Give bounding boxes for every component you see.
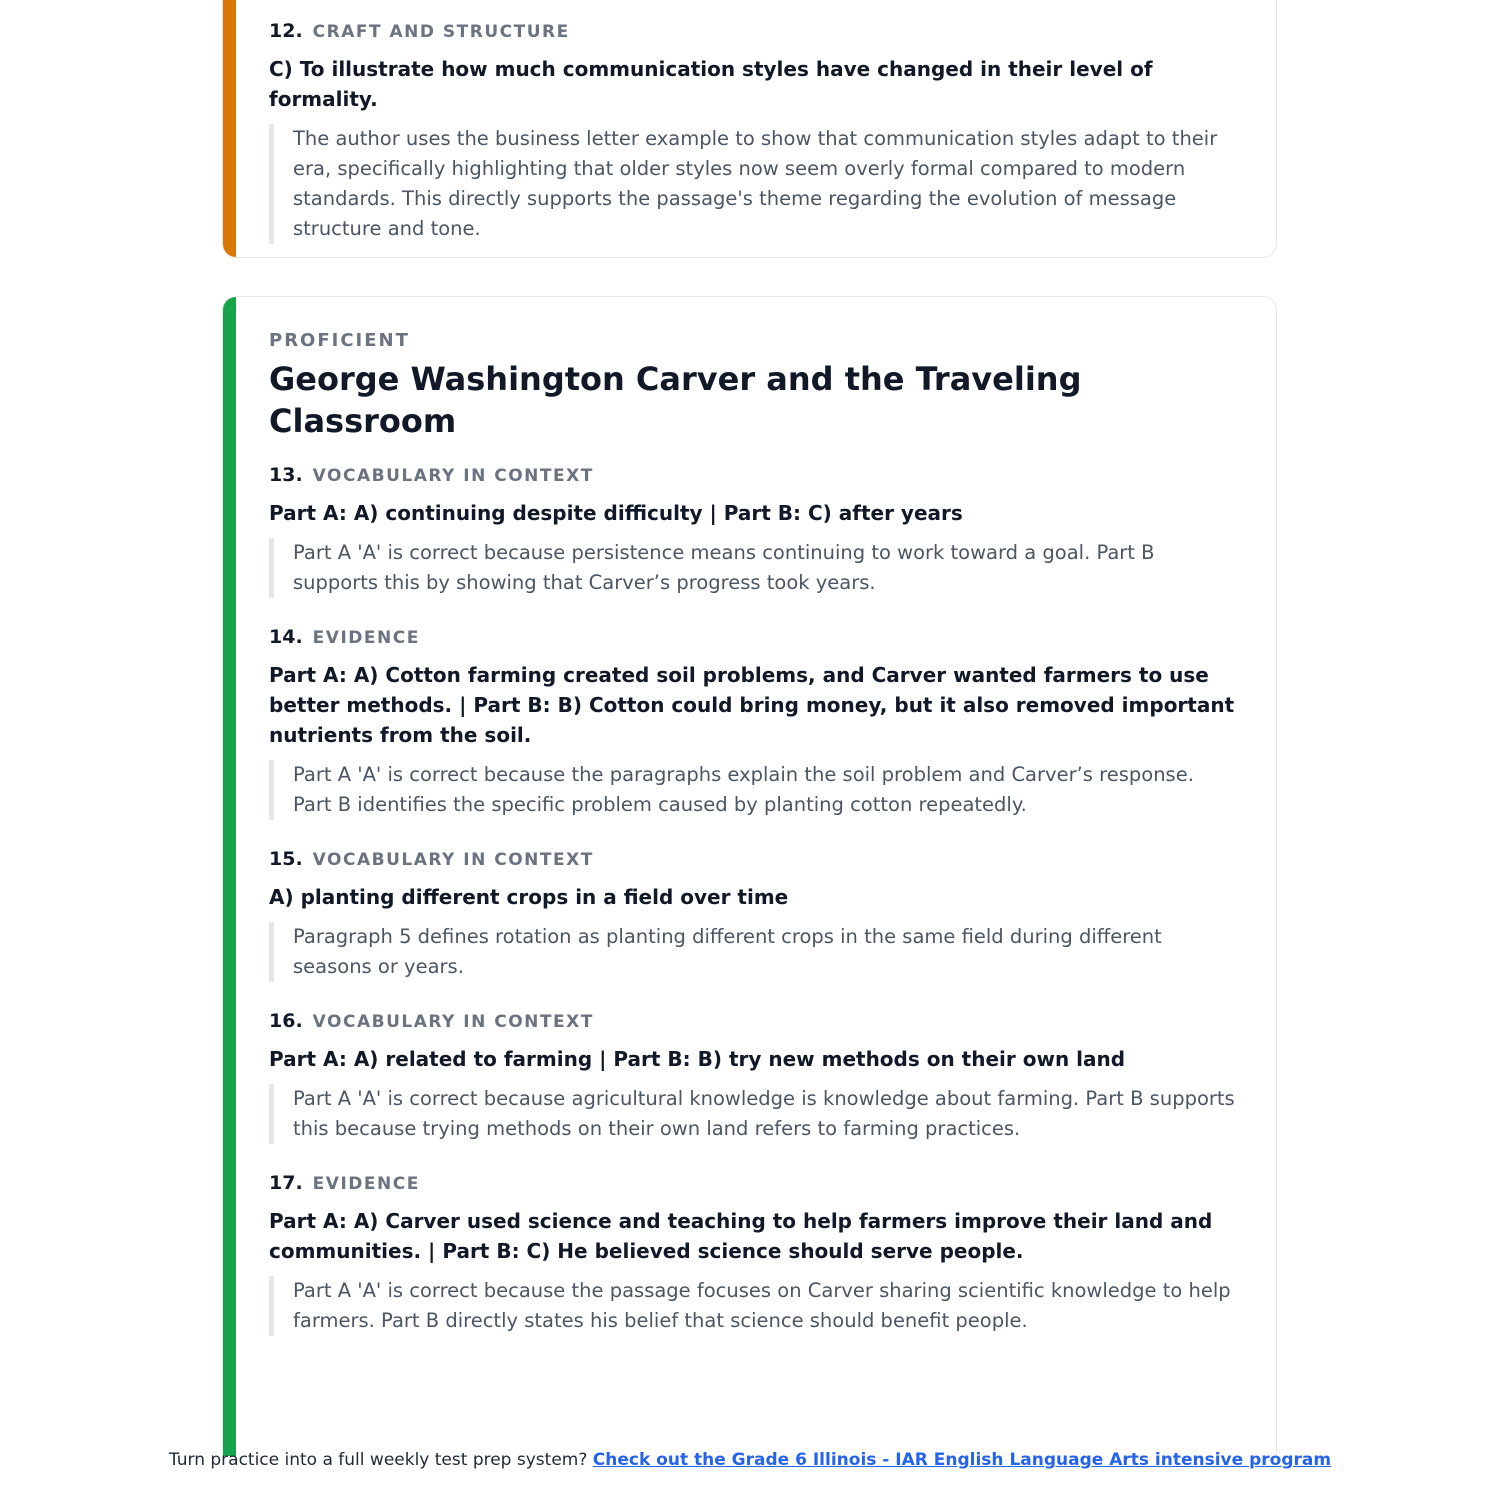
accent-bar-orange: [223, 0, 236, 257]
question-category: CRAFT AND STRUCTURE: [312, 22, 570, 42]
question-header: [269, 626, 1236, 648]
passage-card: [222, 296, 1277, 1456]
question-header: [269, 464, 1236, 486]
question-explanation: The author uses the business letter example to show that communication styles adapt to their era, specifically highlighting that older styles now seem overly formal compared to modern standards. This directly supports the passage's theme regarding the evolution of message structure and tone.: [269, 124, 1236, 244]
question-card-craft: [222, 0, 1277, 258]
question-header: [269, 1172, 1236, 1194]
question-number: 17.: [269, 1172, 303, 1195]
question-item: [269, 20, 1236, 244]
footer-promo: [0, 1450, 1500, 1470]
question-explanation: Part A 'A' is correct because persistence means continuing to work toward a goal. Part B supports this by showing that Carver’s progress took years.: [269, 538, 1236, 598]
question-answer: A) planting different crops in a field over time: [269, 885, 789, 910]
question-item: [269, 1010, 1236, 1144]
question-answer: C) To illustrate how much communication styles have changed in their level of formality.: [269, 57, 1153, 111]
question-number: 16.: [269, 1010, 303, 1033]
question-category: EVIDENCE: [312, 628, 420, 649]
question-number: 13.: [269, 464, 303, 487]
question-answer: Part A: A) Cotton farming created soil problems, and Carver wanted farmers to use better methods. | Part B: B) Cotton could bring money, but it also removed important nutrients from the soil.: [269, 663, 1235, 748]
question-answer: Part A: A) Carver used science and teaching to help farmers improve their land and communities. | Part B: C) He believed science should serve people.: [269, 1209, 1213, 1264]
question-answer: Part A: A) continuing despite difficulty | Part B: C) after years: [269, 501, 963, 526]
program-link[interactable]: Check out the Grade 6 Illinois - IAR English Language Arts intensive program: [592, 1450, 1332, 1470]
question-item: [269, 848, 1236, 982]
question-header: [269, 848, 1236, 870]
question-explanation: Part A 'A' is correct because agricultural knowledge is knowledge about farming. Part B supports this because trying methods on their own land refers to farming practices.: [269, 1084, 1236, 1144]
question-category: VOCABULARY IN CONTEXT: [312, 466, 594, 487]
question-item: [269, 1172, 1236, 1336]
question-category: VOCABULARY IN CONTEXT: [312, 850, 594, 871]
question-explanation: Part A 'A' is correct because the passage focuses on Carver sharing scientific knowledge to help farmers. Part B directly states his belief that science should benefit people.: [269, 1276, 1236, 1336]
question-list: [269, 464, 1236, 1336]
question-item: [269, 626, 1236, 820]
question-category: EVIDENCE: [312, 1174, 420, 1195]
question-explanation: Paragraph 5 defines rotation as planting different crops in the same field during different seasons or years.: [269, 922, 1236, 982]
question-category: VOCABULARY IN CONTEXT: [312, 1012, 594, 1033]
footer-text: Turn practice into a full weekly test prep system?: [168, 1450, 588, 1470]
question-number: 15.: [269, 848, 303, 871]
question-header: [269, 1010, 1236, 1032]
question-item: [269, 464, 1236, 598]
question-header: [269, 20, 1236, 42]
passage-level: PROFICIENT: [269, 330, 410, 351]
accent-bar-green: [223, 297, 236, 1456]
question-number: 14.: [269, 626, 303, 649]
passage-title: George Washington Carver and the Traveling Classroom: [269, 360, 1082, 440]
question-answer: Part A: A) related to farming | Part B: B) try new methods on their own land: [269, 1047, 1126, 1072]
question-number: 12.: [269, 20, 303, 42]
question-explanation: Part A 'A' is correct because the paragraphs explain the soil problem and Carver’s response. Part B identifies the specific problem caused by planting cotton repeatedly.: [269, 760, 1236, 820]
